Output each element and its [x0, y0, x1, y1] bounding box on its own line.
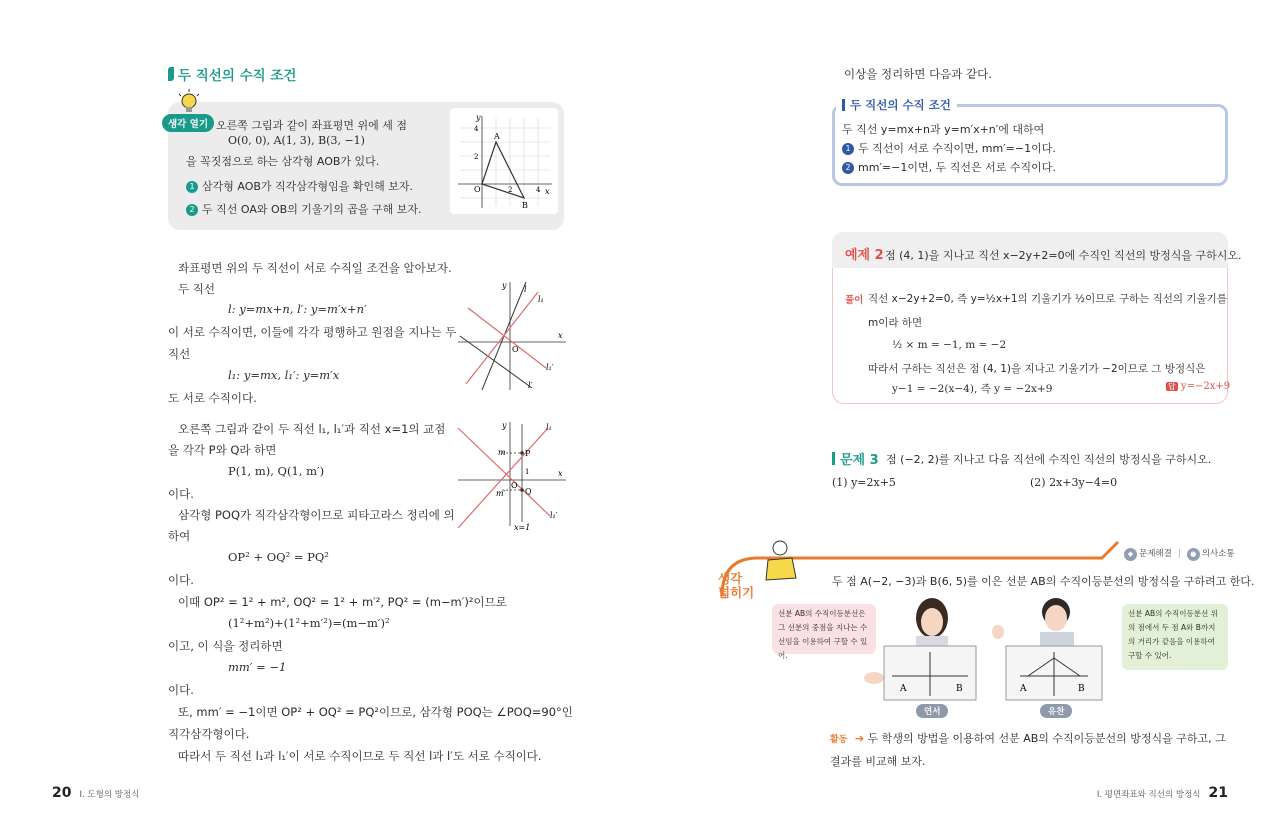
body-text: 이고, 이 식을 정리하면: [168, 639, 283, 653]
body-formula: P(1, m), Q(1, m′): [228, 464, 325, 478]
body-text: 삼각형 POQ가 직각삼각형이므로 피타고라스 정리에 의: [178, 508, 455, 522]
speech-bubble-right: 선분 AB의 수직이등분선 위의 점에서 두 점 A와 B까지의 거리가 같음을 이용하여 구할 수 있어.: [1122, 604, 1228, 670]
number-badge: 1: [842, 143, 854, 155]
body-text: 두 직선: [178, 282, 215, 296]
origin-label: O: [511, 481, 518, 490]
body-text: 이다.: [168, 683, 194, 697]
activity-text: 두 학생의 방법을 이용하여 선분 AB의 수직이등분선의 방정식을 구하고, 그 결과를 비교해 보자.: [830, 732, 1226, 768]
problem-item: (1) y=2x+5: [832, 476, 896, 489]
think-line: 오른쪽 그림과 같이 좌표평면 위에 세 점: [216, 119, 407, 132]
point-a-label: A: [494, 132, 500, 141]
m-prime-label: m′: [496, 489, 506, 498]
title-line: 생각: [718, 571, 743, 586]
solution-line: ½ × m = −1, m = −2: [892, 339, 1007, 351]
solution-line: m이라 하면: [868, 317, 923, 329]
student-reading-icon: [752, 538, 800, 584]
badge-text: 의사소통: [1201, 549, 1235, 559]
question-text: 삼각형 AOB가 직각삼각형임을 확인해 보자.: [202, 180, 414, 193]
board-a-label: A: [1020, 684, 1027, 694]
axis-x: x: [558, 331, 563, 340]
right-triangle-figure: [452, 418, 572, 534]
tick-label: 4: [536, 186, 541, 194]
point-p-label: P: [525, 449, 531, 458]
solution-line: 따라서 구하는 직선은 점 (4, 1)을 지나고 기울기가 −2이므로 그 방정식은: [868, 363, 1206, 375]
think-wider-question: 두 점 A(−2, −3)과 B(6, 5)를 이은 선분 AB의 수직이등분선의 방정식을 구하려고 한다.: [832, 575, 1255, 588]
title-marker-icon: [832, 452, 835, 465]
body-formula: OP² + OQ² = PQ²: [228, 550, 329, 564]
page-number: 20: [52, 785, 72, 801]
summary-title-text: 두 직선의 수직 조건: [850, 98, 951, 112]
title-line: 넓히기: [718, 585, 755, 600]
point-q-label: Q: [525, 487, 532, 496]
think-question-1: [186, 178, 413, 194]
board-b-label: B: [1078, 684, 1085, 694]
axis-y: y: [502, 281, 507, 290]
solution-label: 풀이: [845, 295, 864, 306]
body-text: 이다.: [168, 573, 194, 587]
think-points: O(0, 0), A(1, 3), B(3, −1): [228, 134, 365, 147]
origin-label: O: [512, 345, 519, 354]
body-text: 좌표평면 위의 두 직선이 서로 수직일 조건을 알아보자.: [178, 261, 452, 275]
body-text: 직선: [168, 347, 191, 361]
title-marker-icon: [842, 99, 845, 111]
point-b-label: B: [522, 201, 528, 210]
answer-text: y=−2x+9: [1180, 381, 1231, 392]
triangle-graph-svg: [450, 108, 558, 214]
communication-badge: [1187, 547, 1235, 561]
board-a-label: A: [900, 684, 907, 694]
body-text: 하여: [168, 529, 191, 543]
line-l1-prime-label: l₁′: [550, 511, 558, 520]
line-l1-label: l₁: [538, 295, 544, 304]
tick-label: 4: [474, 125, 479, 133]
line-l1-prime-label: l₁′: [546, 363, 554, 372]
problem-label: [832, 449, 879, 468]
intro-text: 이상을 정리하면 다음과 같다.: [844, 67, 992, 81]
summary-text: 두 직선이 서로 수직이면, mm′=−1이다.: [858, 142, 1056, 155]
body-formula: l₁: y=mx, l₁′: y=m′x: [228, 368, 340, 382]
question-text: 두 직선 OA와 OB의 기울기의 곱을 구해 보자.: [202, 203, 422, 216]
line-l1-label: l₁: [546, 423, 552, 432]
chapter-label: I. 평면좌표와 직선의 방정식: [1096, 790, 1201, 800]
number-badge: 2: [842, 162, 854, 174]
communication-icon: ●: [1187, 548, 1200, 561]
student-name-left: 연서: [916, 704, 948, 718]
example-question: 점 (4, 1)을 지나고 직선 x−2y+2=0에 수직인 직선의 방정식을 구하시오.: [885, 249, 1242, 262]
body-text: 또, mm′ = −1이면 OP² + OQ² = PQ²이므로, 삼각형 POQ는 ∠POQ=90°인: [178, 705, 573, 719]
section-title-text: 두 직선의 수직 조건: [178, 68, 297, 84]
body-formula: (1²+m²)+(1²+m′²)=(m−m′)²: [228, 616, 390, 630]
body-text: 따라서 두 직선 l₁과 l₁′이 서로 수직이므로 두 직선 l과 l′도 서로 수직이다.: [178, 749, 542, 763]
section-title: [168, 64, 296, 84]
origin-label: O: [474, 185, 481, 194]
footer-left: [52, 785, 139, 801]
badge-text: 문제해결: [1139, 549, 1172, 559]
summary-line: 두 직선 y=mx+n과 y=m′x+n′에 대하여: [842, 123, 1045, 136]
speech-bubble-left: 선분 AB의 수직이등분선은 그 선분의 중점을 지나는 수선임을 이용하여 구할 수 있어.: [772, 604, 876, 654]
body-text: 이 서로 수직이면, 이들에 각각 평행하고 원점을 지나는 두: [168, 325, 457, 339]
student-name-right: 유찬: [1040, 704, 1072, 718]
problem-item: (2) 2x+3y−4=0: [1030, 476, 1118, 489]
think-question-2: [186, 201, 422, 217]
number-badge: 1: [186, 181, 198, 193]
axis-y: y: [476, 113, 481, 122]
think-wider-title: [718, 572, 754, 600]
problem-solving-badge: [1124, 547, 1172, 561]
board-b-label: B: [956, 684, 963, 694]
answer: [1166, 381, 1230, 392]
body-formula: l: y=mx+n, l′: y=m′x+n′: [228, 302, 367, 316]
problem-label-text: 문제 3: [840, 453, 879, 468]
summary-text: mm′=−1이면, 두 직선은 서로 수직이다.: [858, 161, 1056, 174]
title-marker-icon: [168, 67, 174, 81]
think-badge: 생각 열기: [162, 114, 214, 132]
think-line: 을 꼭짓점으로 하는 삼각형 AOB가 있다.: [186, 155, 380, 168]
x-equals-1-label: x=1: [514, 523, 531, 532]
page-number: 21: [1208, 785, 1228, 801]
body-formula: mm′ = −1: [228, 660, 287, 674]
summary-line: [842, 140, 1056, 156]
axis-x: x: [545, 187, 550, 196]
tick-label: 2: [474, 153, 479, 161]
number-badge: 2: [186, 204, 198, 216]
body-text: 도 서로 수직이다.: [168, 391, 257, 405]
m-label: m: [498, 448, 506, 457]
example-label: 예제 2: [845, 248, 884, 263]
body-text: 직각삼각형이다.: [168, 727, 250, 741]
body-text: 이때 OP² = 1² + m², OQ² = 1² + m′², PQ² = (m−m′)²이므로: [178, 595, 507, 609]
axis-x: x: [558, 469, 563, 478]
activity: [830, 728, 1230, 773]
footer-right: [1097, 785, 1228, 801]
tick-label: 2: [508, 186, 513, 194]
answer-badge: 답: [1168, 382, 1176, 391]
axis-y: y: [502, 421, 507, 430]
problem-question: 점 (−2, 2)를 지나고 다음 직선에 수직인 직선의 방정식을 구하시오.: [886, 453, 1212, 466]
summary-title: [836, 97, 957, 113]
problem-solving-icon: ◆: [1124, 548, 1137, 561]
line-l-prime-label: l′: [528, 381, 533, 390]
summary-line: [842, 159, 1056, 175]
solution-line: y−1 = −2(x−4), 즉 y = −2x+9: [892, 383, 1053, 395]
line-l-label: l: [524, 285, 527, 294]
activity-label: 활동: [830, 735, 848, 745]
chapter-label: I. 도형의 방정식: [79, 790, 140, 800]
activity-arrow-icon: ➔: [854, 732, 865, 745]
body-text: 을 각각 P와 Q라 하면: [168, 443, 277, 457]
tick-label: 1: [525, 468, 530, 476]
competency-icons: ◆ 문제해결 | ● 의사소통: [1124, 547, 1235, 561]
students-illustration: [850, 592, 1120, 720]
body-text: 이다.: [168, 487, 194, 501]
body-text: 오른쪽 그림과 같이 두 직선 l₁, l₁′과 직선 x=1의 교점: [178, 422, 446, 436]
triangle-graph: [450, 108, 558, 214]
solution-line: 직선 x−2y+2=0, 즉 y=½x+1의 기울기가 ½이므로 구하는 직선의 기울기를: [868, 293, 1227, 305]
perpendicular-lines-figure: [452, 278, 572, 398]
